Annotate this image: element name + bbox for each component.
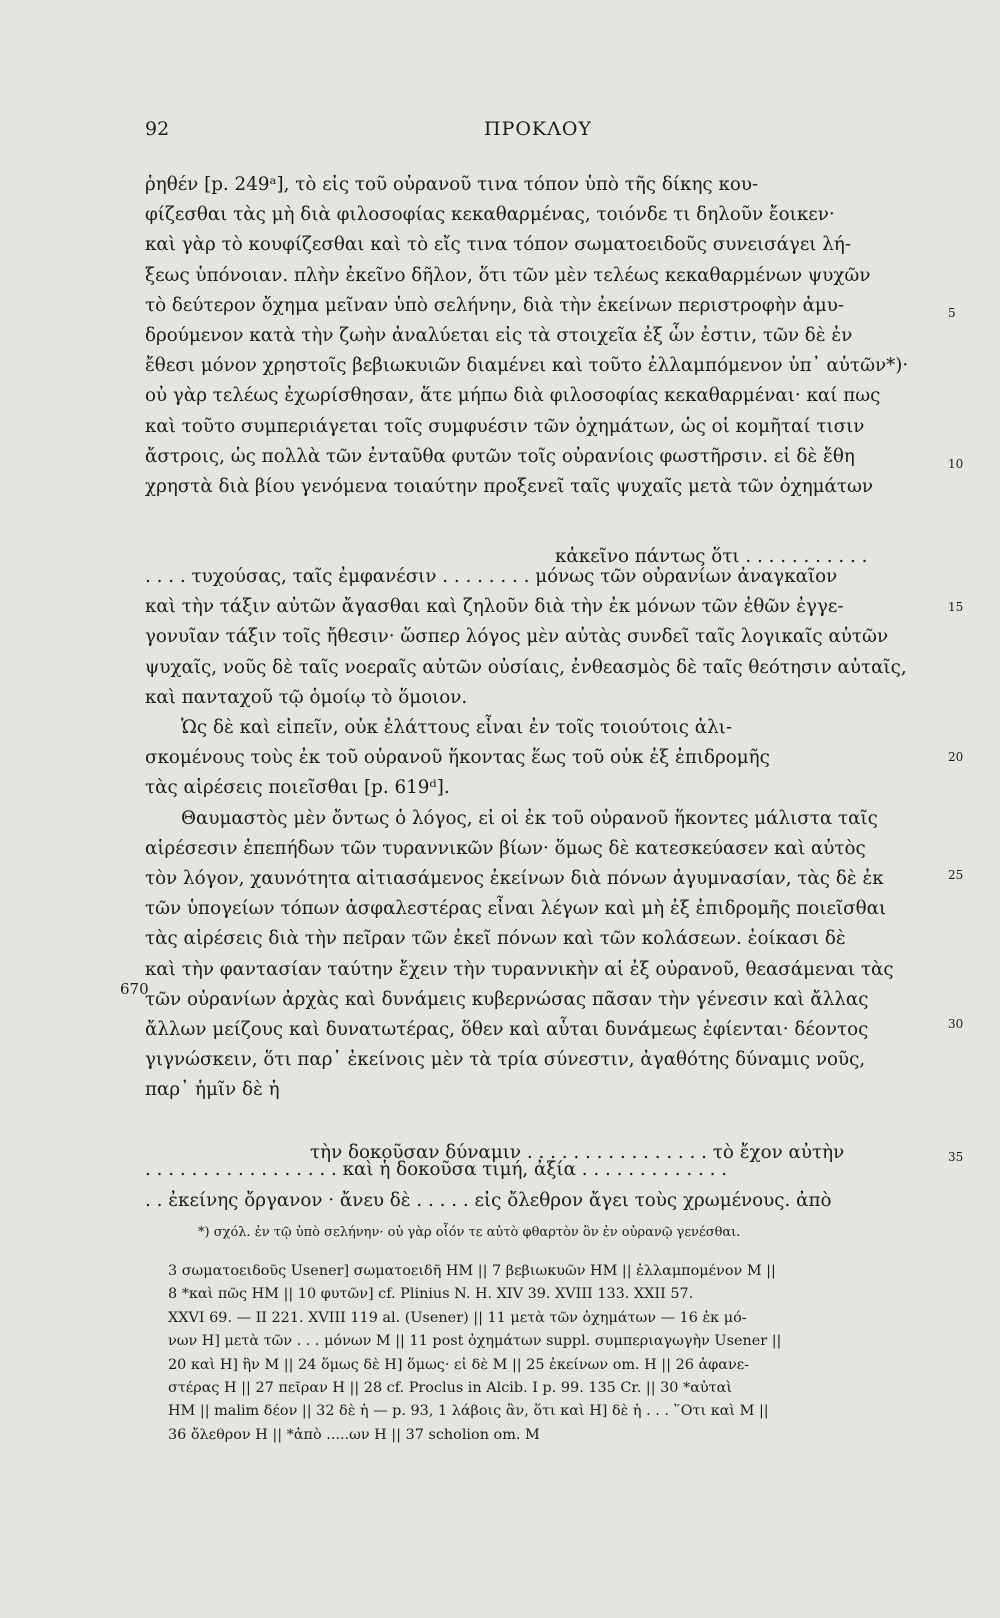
line-number: 35 [948, 1150, 964, 1164]
text-line: . . . . τυχούσας, ταῖς ἐμφανέσιν . . . . . . . . μόνως τῶν οὐρανίων ἀναγκαῖον [145, 566, 838, 588]
line-number: 20 [948, 750, 964, 764]
text-line: φίζεσθαι τὰς μὴ διὰ φιλοσοφίας κεκαθαρμένας, τοιόνδε τι δηλοῦν ἔοικεν· [145, 204, 835, 226]
text-line: ἄλλων μείζους καὶ δυνατωτέρας, ὅθεν καὶ αὗται δυνάμεως ἐφίενται· δέοντος [145, 1018, 869, 1040]
running-title: ΠΡΟΚΛΟΥ [484, 118, 592, 140]
page-number: 92 [145, 118, 170, 140]
text-line: τῶν ὑπογείων τόπων ἀσφαλεστέρας εἶναι λέγων καὶ μὴ ἐξ ἐπιδρομῆς ποιεῖσθαι [145, 898, 887, 920]
apparatus-line: 36 ὄλεθρον H || *ἀπὸ .....ων H || 37 scholion om. M [168, 1426, 540, 1443]
text-line: τὸν λόγον, χαυνότητα αἰτιασάμενος ἐκείνων διὰ πόνων ἀγυμνασίαν, τὰς δὲ ἐκ [145, 867, 884, 889]
text-line: καὶ τὴν τάξιν αὐτῶν ἄγασθαι καὶ ζηλοῦν διὰ τὴν ἐκ μόνων τῶν ἐθῶν ἐγγε- [145, 596, 844, 618]
line-number: 25 [948, 868, 964, 882]
apparatus-line: 8 *καὶ πῶς HM || 10 φυτῶν] cf. Plinius N. H. XIV 39. XVIII 133. XXII 57. [168, 1286, 694, 1303]
text-line: δρούμενον κατὰ τὴν ζωὴν ἀναλύεται εἰς τὰ στοιχεῖα ἐξ ὧν ἐστιν, τῶν δὲ ἐν [145, 324, 853, 346]
text-line: ῥηθέν [p. 249ᵃ], τὸ εἰς τοῦ οὐρανοῦ τινα τόπον ὑπὸ τῆς δίκης κου- [145, 174, 759, 195]
text-line: οὐ γὰρ τελέως ἐχωρίσθησαν, ἅτε μήπω διὰ φιλοσοφίας κεκαθαρμέναι· καί πως [145, 385, 881, 407]
text-line: ψυχαῖς, νοῦς δὲ ταῖς νοεραῖς αὐτῶν οὐσίαις, ἐνθεασμὸς δὲ ταῖς θεότησιν αὐταῖς, [145, 656, 907, 678]
text-line: τὸ δεύτερον ὄχημα μεῖναν ὑπὸ σελήνην, διὰ τὴν ἐκείνων περιστροφὴν ἀμυ- [145, 294, 845, 316]
line-number: 10 [948, 457, 964, 471]
apparatus-line: στέρας H || 27 πεῖραν H || 28 cf. Proclus in Alcib. I p. 99. 135 Cr. || 30 *αὐταὶ [168, 1380, 732, 1397]
text-line: ξεως ὑπόνοιαν. πλὴν ἐκεῖνο δῆλον, ὅτι τῶν μὲν τελέως κεκαθαρμένων ψυχῶν [145, 264, 871, 286]
line-number: 5 [948, 306, 956, 320]
text-line: καὶ πανταχοῦ τῷ ὁμοίῳ τὸ ὅμοιον. [145, 686, 468, 708]
text-line: τὴν δοκοῦσαν δύναμιν . . . . . . . . . . . . . . . . τὸ ἔχον αὐτὴν [310, 1142, 845, 1164]
apparatus-line: 20 καὶ H] ἣν M || 24 ὅμως δὲ H] ὅμως· εἰ δὲ M || 25 ἐκείνων om. H || 26 ἀφανε- [168, 1356, 750, 1373]
scholion-footnote: *) σχόλ. ἐν τῷ ὑπὸ σελήνην· οὐ γὰρ οἷόν τε αὐτὸ φθαρτὸν ὂν ἐν οὐρανῷ γενέσθαι. [198, 1225, 741, 1240]
text-line: . . . . . . . . . . . . . . . . . καὶ ἡ δοκοῦσα τιμή, ἀξία . . . . . . . . . . . . . [145, 1159, 728, 1181]
text-line: σκομένους τοὺς ἐκ τοῦ οὐρανοῦ ἥκοντας ἕως τοῦ οὐκ ἐξ ἐπιδρομῆς [145, 747, 770, 769]
text-line: καὶ τὴν φαντασίαν ταύτην ἔχειν τὴν τυραννικὴν αἱ ἐξ οὐρανοῦ, θεασάμεναι τὰς [145, 958, 894, 980]
main-text [145, 170, 920, 1216]
text-line: . . ἐκείνης ὄργανον · ἄνευ δὲ . . . . . εἰς ὄλεθρον ἄγει τοὺς χρωμένους. ἀπὸ [145, 1189, 832, 1211]
text-line: παρ᾽ ἡμῖν δὲ ἡ [145, 1079, 280, 1101]
page-header [0, 118, 1000, 148]
text-line: τὰς αἱρέσεις ποιεῖσθαι [p. 619ᵈ]. [145, 777, 450, 799]
text-line: Ὡς δὲ καὶ εἰπεῖν, οὐκ ἐλάττους εἶναι ἐν τοῖς τοιούτοις ἀλι- [181, 717, 733, 738]
apparatus-line: νων H] μετὰ τῶν . . . μόνων M || 11 post ὀχημάτων suppl. συμπεριαγωγὴν Usener || [168, 1333, 782, 1350]
critical-apparatus [168, 1260, 928, 1447]
apparatus-line: 3 σωματοειδοῦς Usener] σωματοειδῆ HM || 7 βεβιωκυῶν HM || ἐλλαμπομένον M || [168, 1263, 776, 1279]
text-line: ἄστροις, ὡς πολλὰ τῶν ἐνταῦθα φυτῶν τοῖς οὐρανίοις φωστῆρσιν. εἰ δὲ ἔθη [145, 445, 855, 467]
apparatus-line: XXVI 69. — II 221. XVIII 119 al. (Usener) || 11 μετὰ τῶν ὀχημάτων — 16 ἐκ μό- [168, 1309, 747, 1326]
text-line: τὰς αἱρέσεις διὰ τὴν πεῖραν τῶν ἐκεῖ πόνων καὶ τῶν κολάσεων. ἐοίκασι δὲ [145, 928, 846, 950]
text-line: ἔθεσι μόνον χρηστοῖς βεβιωκυιῶν διαμένει καὶ τοῦτο ἐλλαμπόμενον ὑπ᾽ αὐτῶν*)· [145, 355, 909, 377]
text-line: τῶν οὐρανίων ἀρχὰς καὶ δυνάμεις κυβερνώσας πᾶσαν τὴν γένεσιν καὶ ἄλλας [145, 988, 869, 1010]
text-line: καὶ γὰρ τὸ κουφίζεσθαι καὶ τὸ εἴς τινα τόπον σωματοειδοῦς συνεισάγει λή- [145, 234, 852, 256]
text-line: Θαυμαστὸς μὲν ὄντως ὁ λόγος, εἰ οἱ ἐκ τοῦ οὐρανοῦ ἥκοντες μάλιστα ταῖς [181, 807, 878, 829]
margin-page-reference: 670 [120, 980, 149, 998]
text-line: χρηστὰ διὰ βίου γενόμενα τοιαύτην προξενεῖ ταῖς ψυχαῖς μετὰ τῶν ὀχημάτων [145, 475, 874, 497]
text-line: κἀκεῖνο πάντως ὅτι . . . . . . . . . . . [555, 546, 868, 568]
text-line: καὶ τοῦτο συμπεριάγεται τοῖς συμφυέσιν τῶν ὀχημάτων, ὡς οἱ κομῆταί τισιν [145, 415, 865, 437]
line-number: 15 [948, 600, 964, 614]
text-line: γιγνώσκειν, ὅτι παρ᾽ ἐκείνοις μὲν τὰ τρία σύνεστιν, ἀγαθότης δύναμις νοῦς, [145, 1049, 866, 1071]
apparatus-line: HM || malim δέον || 32 δὲ ἡ — p. 93, 1 λάβοις ἂν, ὅτι καὶ H] δὲ ἡ . . . ῞Οτι καὶ M || [168, 1403, 769, 1420]
text-line: αἱρέσεσιν ἐπεπήδων τῶν τυραννικῶν βίων· ὅμως δὲ κατεσκεύασεν καὶ αὐτὸς [145, 837, 866, 859]
text-line: γονυῖαν τάξιν τοῖς ἤθεσιν· ὥσπερ λόγος μὲν αὐτὰς συνδεῖ ταῖς λογικαῖς αὐτῶν [145, 626, 889, 648]
line-number: 30 [948, 1017, 964, 1031]
